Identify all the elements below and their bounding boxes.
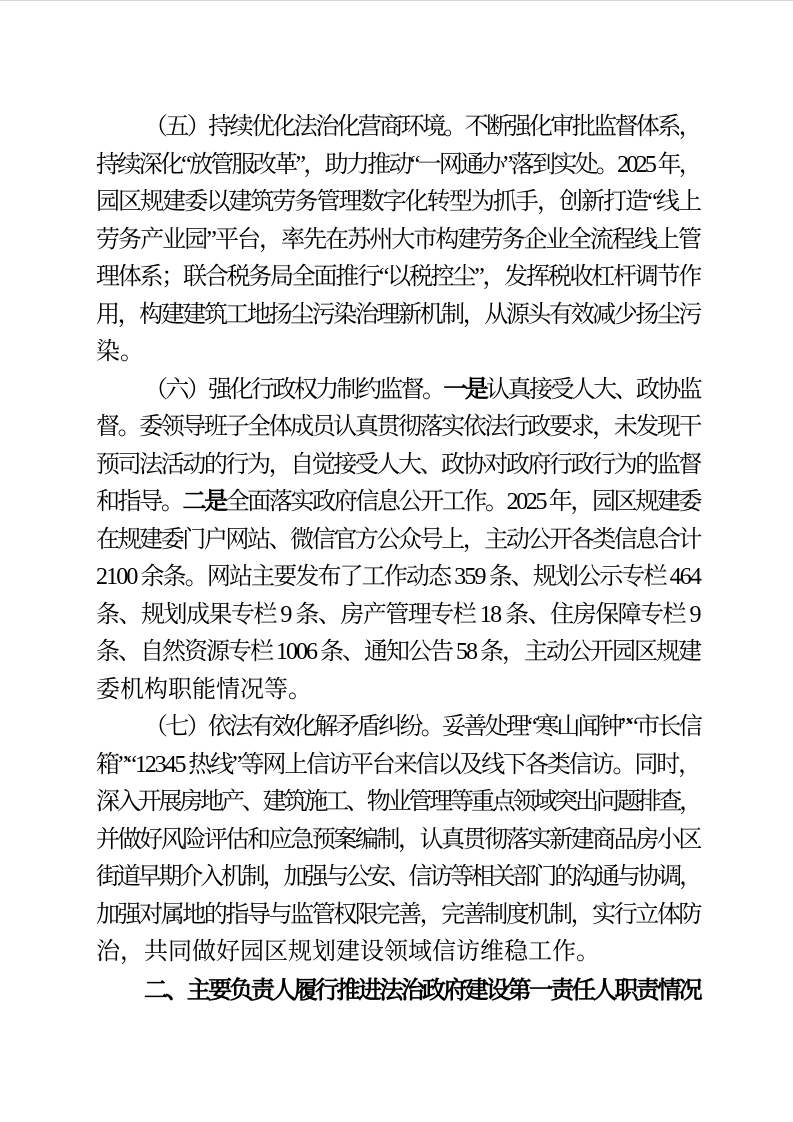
text-line — [96, 297, 700, 335]
paragraph-section-6 — [96, 372, 700, 710]
text-line — [96, 634, 700, 672]
text-line — [96, 447, 700, 485]
text-line — [96, 522, 700, 560]
body-text: （五）持续优化法治化营商环境。不断强化审批监督体系， — [144, 114, 700, 140]
text-line — [96, 484, 700, 522]
body-text: 认真接受人大、政协监 — [486, 376, 701, 403]
emphasis-text: 二、主要负责人履行推进法治政府建设第一责任人职责情况 — [144, 976, 700, 1004]
body-text: 治，共同做好园区规划建设领域信访维稳工作。 — [96, 939, 600, 965]
body-text: 持续深化“放管服改革”，助力推动“一网通办”落到实处。2025 年， — [96, 151, 700, 178]
text-line — [96, 372, 700, 410]
paragraph-section-7 — [96, 709, 700, 972]
body-text: 全面落实政府信息公开工作。2025 年，园区规建委 — [225, 489, 701, 515]
text-line — [96, 672, 700, 710]
body-text: 和指导。 — [96, 489, 183, 515]
section-heading — [96, 972, 700, 1010]
body-text: 条、自然资源专栏 1006 条、通知公告 58 条，主动公开园区规建 — [96, 639, 700, 665]
text-line — [96, 259, 700, 297]
text-line — [96, 334, 700, 372]
text-line — [96, 109, 700, 147]
text-line — [96, 859, 700, 897]
text-line — [96, 184, 700, 222]
text-line — [96, 147, 700, 185]
body-text: 督。委领导班子全体成员认真贯彻落实依法行政要求，未发现干 — [96, 414, 700, 440]
body-text: 委机构职能情况等。 — [96, 676, 312, 703]
text-line — [96, 709, 700, 747]
body-text: 理体系；联合税务局全面推行“以税控尘”，发挥税收杠杆调节作 — [96, 264, 700, 290]
body-text: 染。 — [96, 339, 144, 365]
text-line — [96, 747, 700, 785]
text-line — [96, 897, 700, 935]
body-text: 深入开展房地产、建筑施工、物业管理等重点领域突出问题排查， — [96, 789, 700, 815]
body-text: 箱”“12345 热线”等网上信访平台来信以及线下各类信访。同时， — [96, 751, 700, 778]
text-line — [96, 559, 700, 597]
body-text: 预司法活动的行为，自觉接受人大、政协对政府行政行为的监督 — [96, 451, 700, 478]
emphasis-text: 一是 — [443, 376, 487, 403]
text-line — [96, 822, 700, 860]
emphasis-text: 二是 — [182, 489, 226, 515]
text-line — [96, 597, 700, 635]
text-line — [96, 784, 700, 822]
paragraph-section-5 — [96, 109, 700, 372]
text-line — [96, 409, 700, 447]
body-text: 并做好风险评估和应急预案编制，认真贯彻落实新建商品房小区 — [96, 826, 700, 853]
body-text: 用，构建建筑工地扬尘污染治理新机制，从源头有效减少扬尘污 — [96, 301, 700, 328]
text-line — [96, 222, 700, 260]
document-content — [96, 109, 700, 1009]
body-text: （六）强化行政权力制约监督。 — [144, 376, 444, 403]
body-text: 在规建委门户网站、微信官方公众号上，主动公开各类信息合计 — [96, 526, 700, 553]
body-text: 街道早期介入机制，加强与公安、信访等相关部门的沟通与协调， — [96, 864, 700, 890]
body-text: 劳务产业园”平台，率先在苏州大市构建劳务企业全流程线上管 — [96, 226, 700, 253]
body-text: 园区规建委以建筑劳务管理数字化转型为抓手，创新打造“线上 — [96, 189, 700, 215]
body-text: 2100 余条。网站主要发布了工作动态 359 条、规划公示专栏 464 — [96, 564, 700, 590]
paragraph-heading-2 — [96, 972, 700, 1010]
body-text: 条、规划成果专栏 9 条、房产管理专栏 18 条、住房保障专栏 9 — [96, 601, 700, 628]
body-text: （七）依法有效化解矛盾纠纷。妥善处理“寒山闻钟”“市长信 — [144, 714, 700, 740]
text-line — [96, 934, 700, 972]
body-text: 加强对属地的指导与监管权限完善，完善制度机制，实行立体防 — [96, 901, 700, 928]
